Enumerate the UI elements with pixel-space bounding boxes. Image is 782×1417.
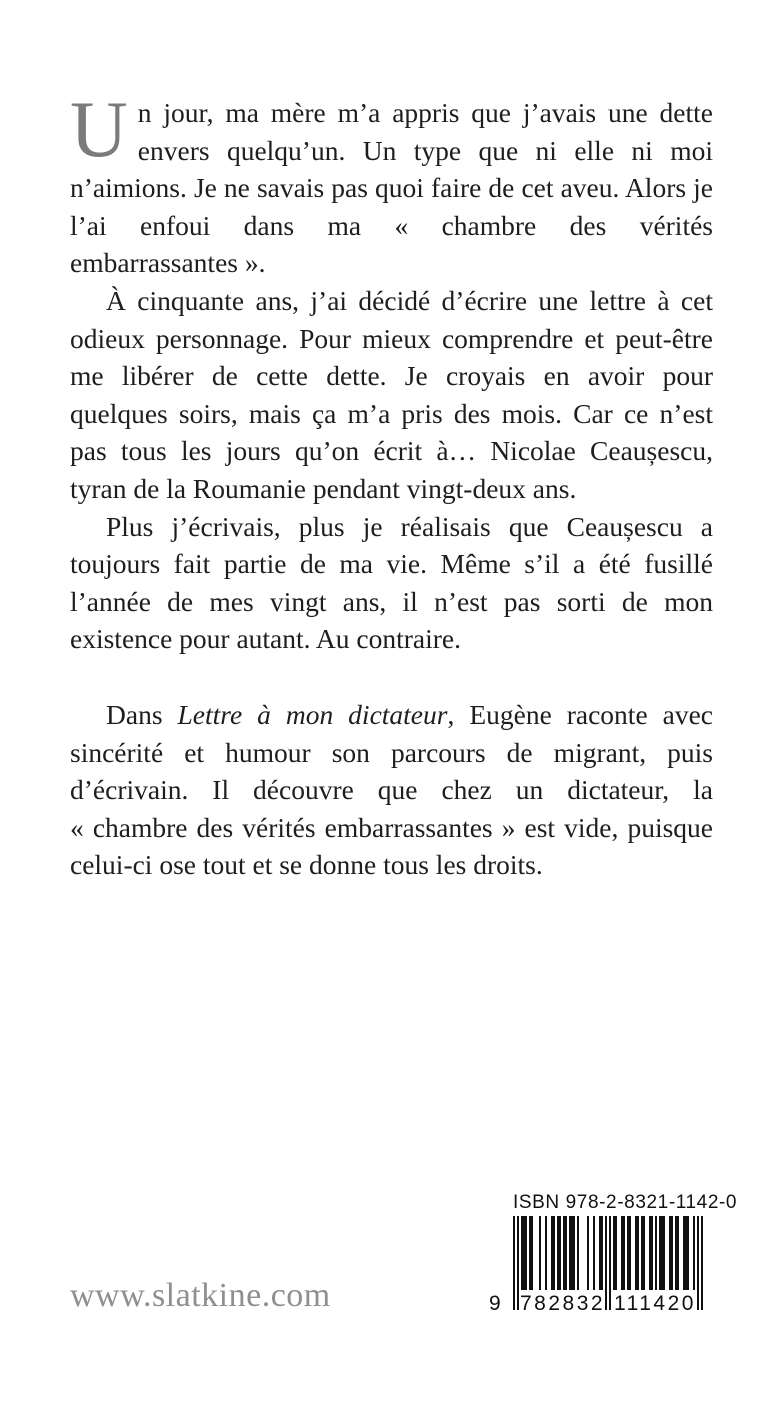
publisher-website: www.slatkine.com bbox=[70, 1277, 331, 1314]
isbn-label: ISBN 978-2-8321-1142-0 bbox=[513, 1192, 738, 1213]
blurb-paragraph-3: Plus j’écrivais, plus je réalisais que Ceaușescu a toujours fait partie de ma vie. Même s’il a été fusillé l’année de mes vingt ans, il n’est pas sorti de mon existence pour autant. Au contraire. bbox=[70, 510, 713, 655]
isbn-barcode-block bbox=[489, 1192, 738, 1320]
blurb-paragraph-1-text: n jour, ma mère m’a appris que j’avais une dette envers quelqu’un. Un type que ni elle ni moi n’aimions. Je ne savais pas quoi faire de cet aveu. Alors je l’ai enfoui dans ma « chambre des vérités embarrassantes ». bbox=[70, 97, 713, 279]
ean13-barcode bbox=[489, 1216, 703, 1320]
blurb-paragraph-4 bbox=[70, 696, 713, 884]
book-title-italic: Lettre à mon dictateur bbox=[177, 698, 448, 730]
barcode-digit-leading: 9 bbox=[489, 1292, 501, 1315]
blurb-paragraph-2: À cinquante ans, j’ai décidé d’écrire une lettre à cet odieux personnage. Pour mieux comprendre et peut-être me libérer de cette dette. Je croyais en avoir pour quelques soirs, mais ça m’a pris des mois. Car ce n’est pas tous les jours qu’on écrit à… Nicolae Ceaușescu, tyran de la Roumanie pendant vingt-deux ans. bbox=[70, 284, 713, 504]
paragraph-4-rest: , Eugène raconte avec sincérité et humour son parcours de migrant, puis d’écrivain. Il découvre que chez un dictateur, la « chambre des vérités embarrassantes » est vide, puisque celui-ci ose tout et se donne tous les droits. bbox=[70, 698, 713, 881]
barcode-digits-group2: 111420 bbox=[614, 1292, 696, 1315]
back-cover-blurb bbox=[70, 86, 713, 884]
barcode-digits-group1: 782832 bbox=[520, 1292, 606, 1315]
blurb-paragraph-1 bbox=[70, 86, 713, 282]
drop-cap: U bbox=[70, 86, 128, 174]
paragraph-4-lead: Dans bbox=[106, 698, 178, 730]
